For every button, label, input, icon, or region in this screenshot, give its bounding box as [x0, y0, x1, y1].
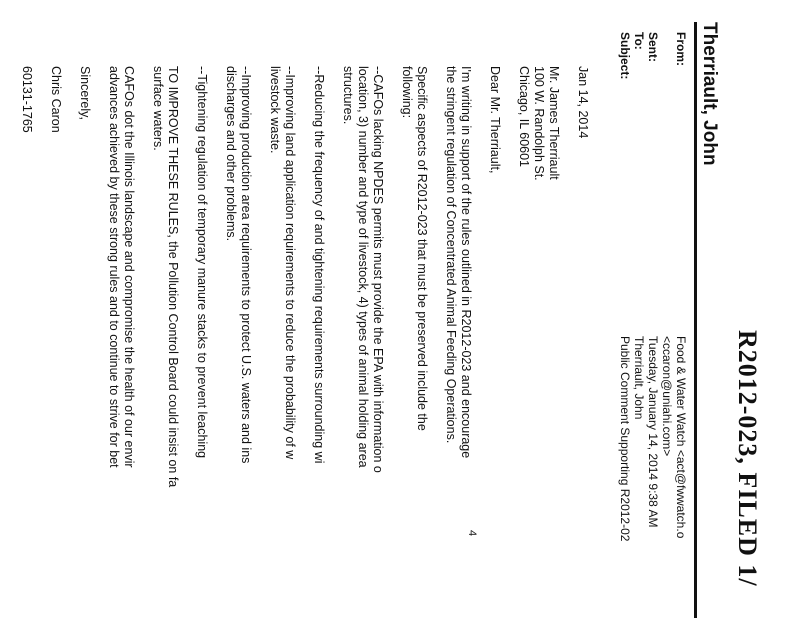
signer-zip: 60131-1765 [20, 66, 34, 133]
subject-value: Public Comment Supporting R2012-02 [618, 336, 632, 542]
closing-line: advances achieved by these strong rules and to continue to strive for bet [107, 66, 121, 468]
improve-line: surface waters. [151, 66, 165, 151]
closing-line: CAFOs dot the Illinois landscape and compromise the health of our envir [122, 66, 136, 468]
recipient-line: Chicago, IL 60601 [517, 66, 531, 168]
to-label: To: [632, 32, 646, 50]
intro-line: I'm writing in support of the rules outlined in R2012-023 and encourage [459, 66, 473, 459]
subject-label: Subject: [618, 32, 632, 80]
intro-line: the stringent regulation of Concentrated Animal Feeding Operations. [444, 66, 458, 444]
to-value: Therriault, John [632, 336, 646, 420]
recipient-line: 100 W. Randolph St. [532, 66, 546, 181]
from-value: Food & Water Watch <act@fwwatch.o [674, 336, 688, 539]
sent-value: Tuesday, January 14, 2014 9:38 AM [646, 336, 660, 528]
from-label: From: [674, 32, 688, 66]
header-rule [694, 22, 697, 618]
point-line: discharges and other problems. [224, 66, 238, 242]
sender-name: Therriault, John [699, 22, 720, 166]
point-line: --Improving production area requirements to protect U.S. waters and ins [239, 66, 253, 464]
from-value-email: <ccaron@uniahi.com> [660, 336, 674, 457]
intro-line: Specific aspects of R2012-023 that must be preserved include the [415, 66, 429, 431]
salutation: Dear Mr. Therriault, [488, 66, 502, 174]
improve-line: TO IMPROVE THESE RULES, the Pollution Control Board could insist on fa [166, 66, 180, 488]
signoff: Sincerely, [78, 66, 92, 120]
point-line: livestock waste. [268, 66, 282, 154]
intro-line: following: [400, 66, 414, 119]
recipient-line: Mr. James Therriault [547, 66, 561, 180]
signer-name: Chris Caron [49, 66, 63, 133]
letter-date: Jan 14, 2014 [576, 66, 590, 139]
filing-stamp: R2012-023, FILED 1/ [733, 330, 762, 587]
point-line: --Reducing the frequency of and tightening requirements surrounding wi [312, 66, 326, 464]
point-line: structures. [341, 66, 355, 125]
sent-label: Sent: [646, 32, 660, 62]
page-number: 4 [466, 530, 478, 537]
point-line: --Improving land application requirements to reduce the probability of w [283, 66, 297, 460]
point-line: --CAFOs lacking NPDES permits must provide the EPA with information o [371, 66, 385, 473]
point-line: location, 3) number and type of livestock, 4) types of animal holding area [356, 66, 370, 468]
point-line: --Tightening regulation of temporary manure stacks to prevent leaching [195, 66, 209, 459]
